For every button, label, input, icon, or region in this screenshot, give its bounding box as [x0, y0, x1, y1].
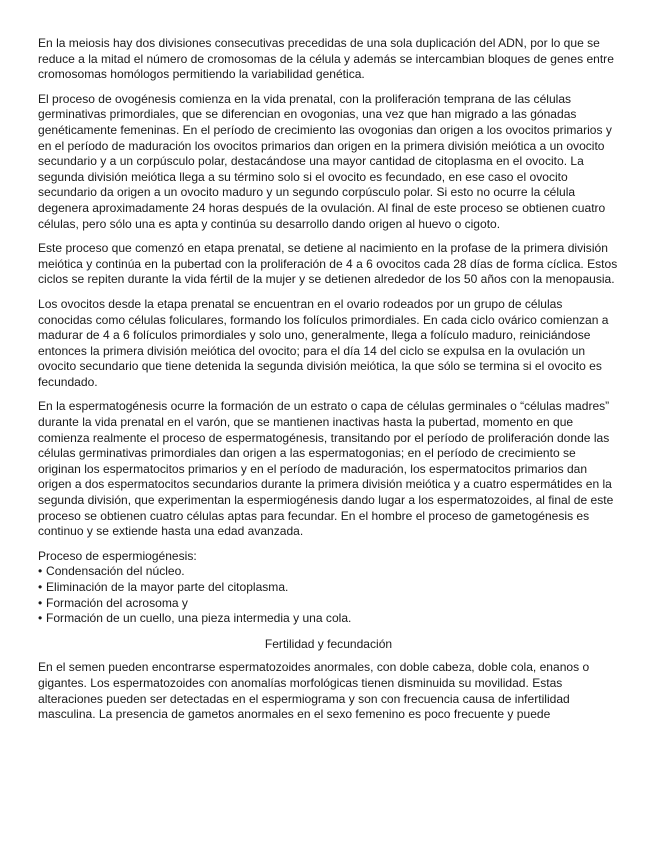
espermiogenesis-list	[38, 564, 619, 626]
list-item	[38, 580, 619, 596]
list-item	[38, 564, 619, 580]
paragraph-ovogenesis: El proceso de ovogénesis comienza en la vida prenatal, con la proliferación temprana de las células germinativas primordiales, que se diferencian en ovogonias, una vez que han migrado a las gónadas genéticamente femeninas. En el período de crecimiento las ovogonias dan origen a los ovocitos primarios y en el período de maduración los ovocitos primarios dan origen en la primera división meiótica a un ovocito secundario y a un corpúsculo polar, destacándose una mayor cantidad de citoplasma en el ovocito. La segunda división meiótica llega a su término solo si el ovocito es fecundado, en ese caso el ovocito secundario da origen a un ovocito maduro y un segundo corpúsculo polar. Si esto no ocurre la célula degenera aproximadamente 24 horas después de la ovulación. Al final de este proceso se obtienen cuatro células, pero sólo una es apta y continúa su desarrollo dando origen al huevo o cigoto.	[38, 91, 612, 231]
list-item-text: Condensación del núcleo.	[46, 564, 185, 579]
list-item	[38, 596, 619, 612]
list-item-text: Formación del acrosoma y	[46, 595, 188, 610]
list-item-text: Eliminación de la mayor parte del citoplasma.	[46, 580, 289, 594]
bullet-icon: •	[38, 564, 43, 579]
paragraph-ciclo: Este proceso que comenzó en etapa prenatal, se detiene al nacimiento en la profase de la primera división meiótica y continúa en la pubertad con la proliferación de 4 a 6 ovocitos cada 28 días de forma cíclica. Estos ciclos se repiten durante la vida fértil de la mujer y se detienen alrededor de los 50 años con la menopausia.	[38, 241, 618, 287]
paragraph-espermatogenesis: En la espermatogénesis ocurre la formación de un estrato o capa de células germinales o “células madres” durante la vida prenatal en el varón, que se mantienen inactivas hasta la pubertad, momento en que comienza realmente el proceso de espermatogénesis, transitando por el período de proliferación donde las células germinativas primordiales dan origen a las espermatogonias; en el período de crecimiento se originan los espermatocitos primarios y en el período de maduración, los espermatocitos primarios dan origen a dos espermatocitos secundarios durante la primera división meiótica y a cuatro espermátides en la segunda división, que experimentan la espermiogénesis dando lugar a los espermatozoides, al final de este proceso se obtienen cuatro células aptas para fecundar. En el hombre el proceso de gametogénesis es continuo y se extiende hasta una edad avanzada.	[38, 399, 614, 539]
section-heading: Fertilidad y fecundación	[264, 636, 393, 651]
bullet-icon: •	[38, 580, 43, 594]
paragraph-ovocitos: Los ovocitos desde la etapa prenatal se encuentran en el ovario rodeados por un grupo de células conocidas como células foliculares, formando los folículos primordiales. En cada ciclo ovárico comienzan a madurar de 4 a 6 folículos primordiales y solo uno, generalmente, llega a folículo maduro, reiniciándose entonces la primera división meiótica del ovocito; para el día 14 del ciclo se expulsa en la ovulación un ovocito secundario que tiene detenida la segunda división meiótica, la que sólo se termina si el ovocito es fecundado.	[38, 296, 609, 389]
list-item	[38, 611, 619, 627]
bullet-icon: •	[38, 611, 43, 626]
paragraph-meiosis: En la meiosis hay dos divisiones consecutivas precedidas de una sola duplicación del ADN, por lo que se reduce a la mitad el número de cromosomas de la célula y además se intercambian bloques de genes entre cromosomas homólogos permitiendo la variabilidad genética.	[38, 36, 614, 82]
list-intro: Proceso de espermiogénesis:	[38, 548, 197, 563]
bullet-icon: •	[38, 595, 43, 610]
list-item-text: Formación de un cuello, una pieza intermedia y una cola.	[46, 611, 352, 626]
paragraph-fertilidad: En el semen pueden encontrarse espermatozoides anormales, con doble cabeza, doble cola, enanos o gigantes. Los espermatozoides con anomalías morfológicas tienen disminuida su movilidad. Estas alteraciones pueden ser detectadas en el espermiograma y son con frecuencia causa de infertilidad masculina. La presencia de gametos anormales en el sexo femenino es poco frecuente y puede	[38, 660, 590, 722]
